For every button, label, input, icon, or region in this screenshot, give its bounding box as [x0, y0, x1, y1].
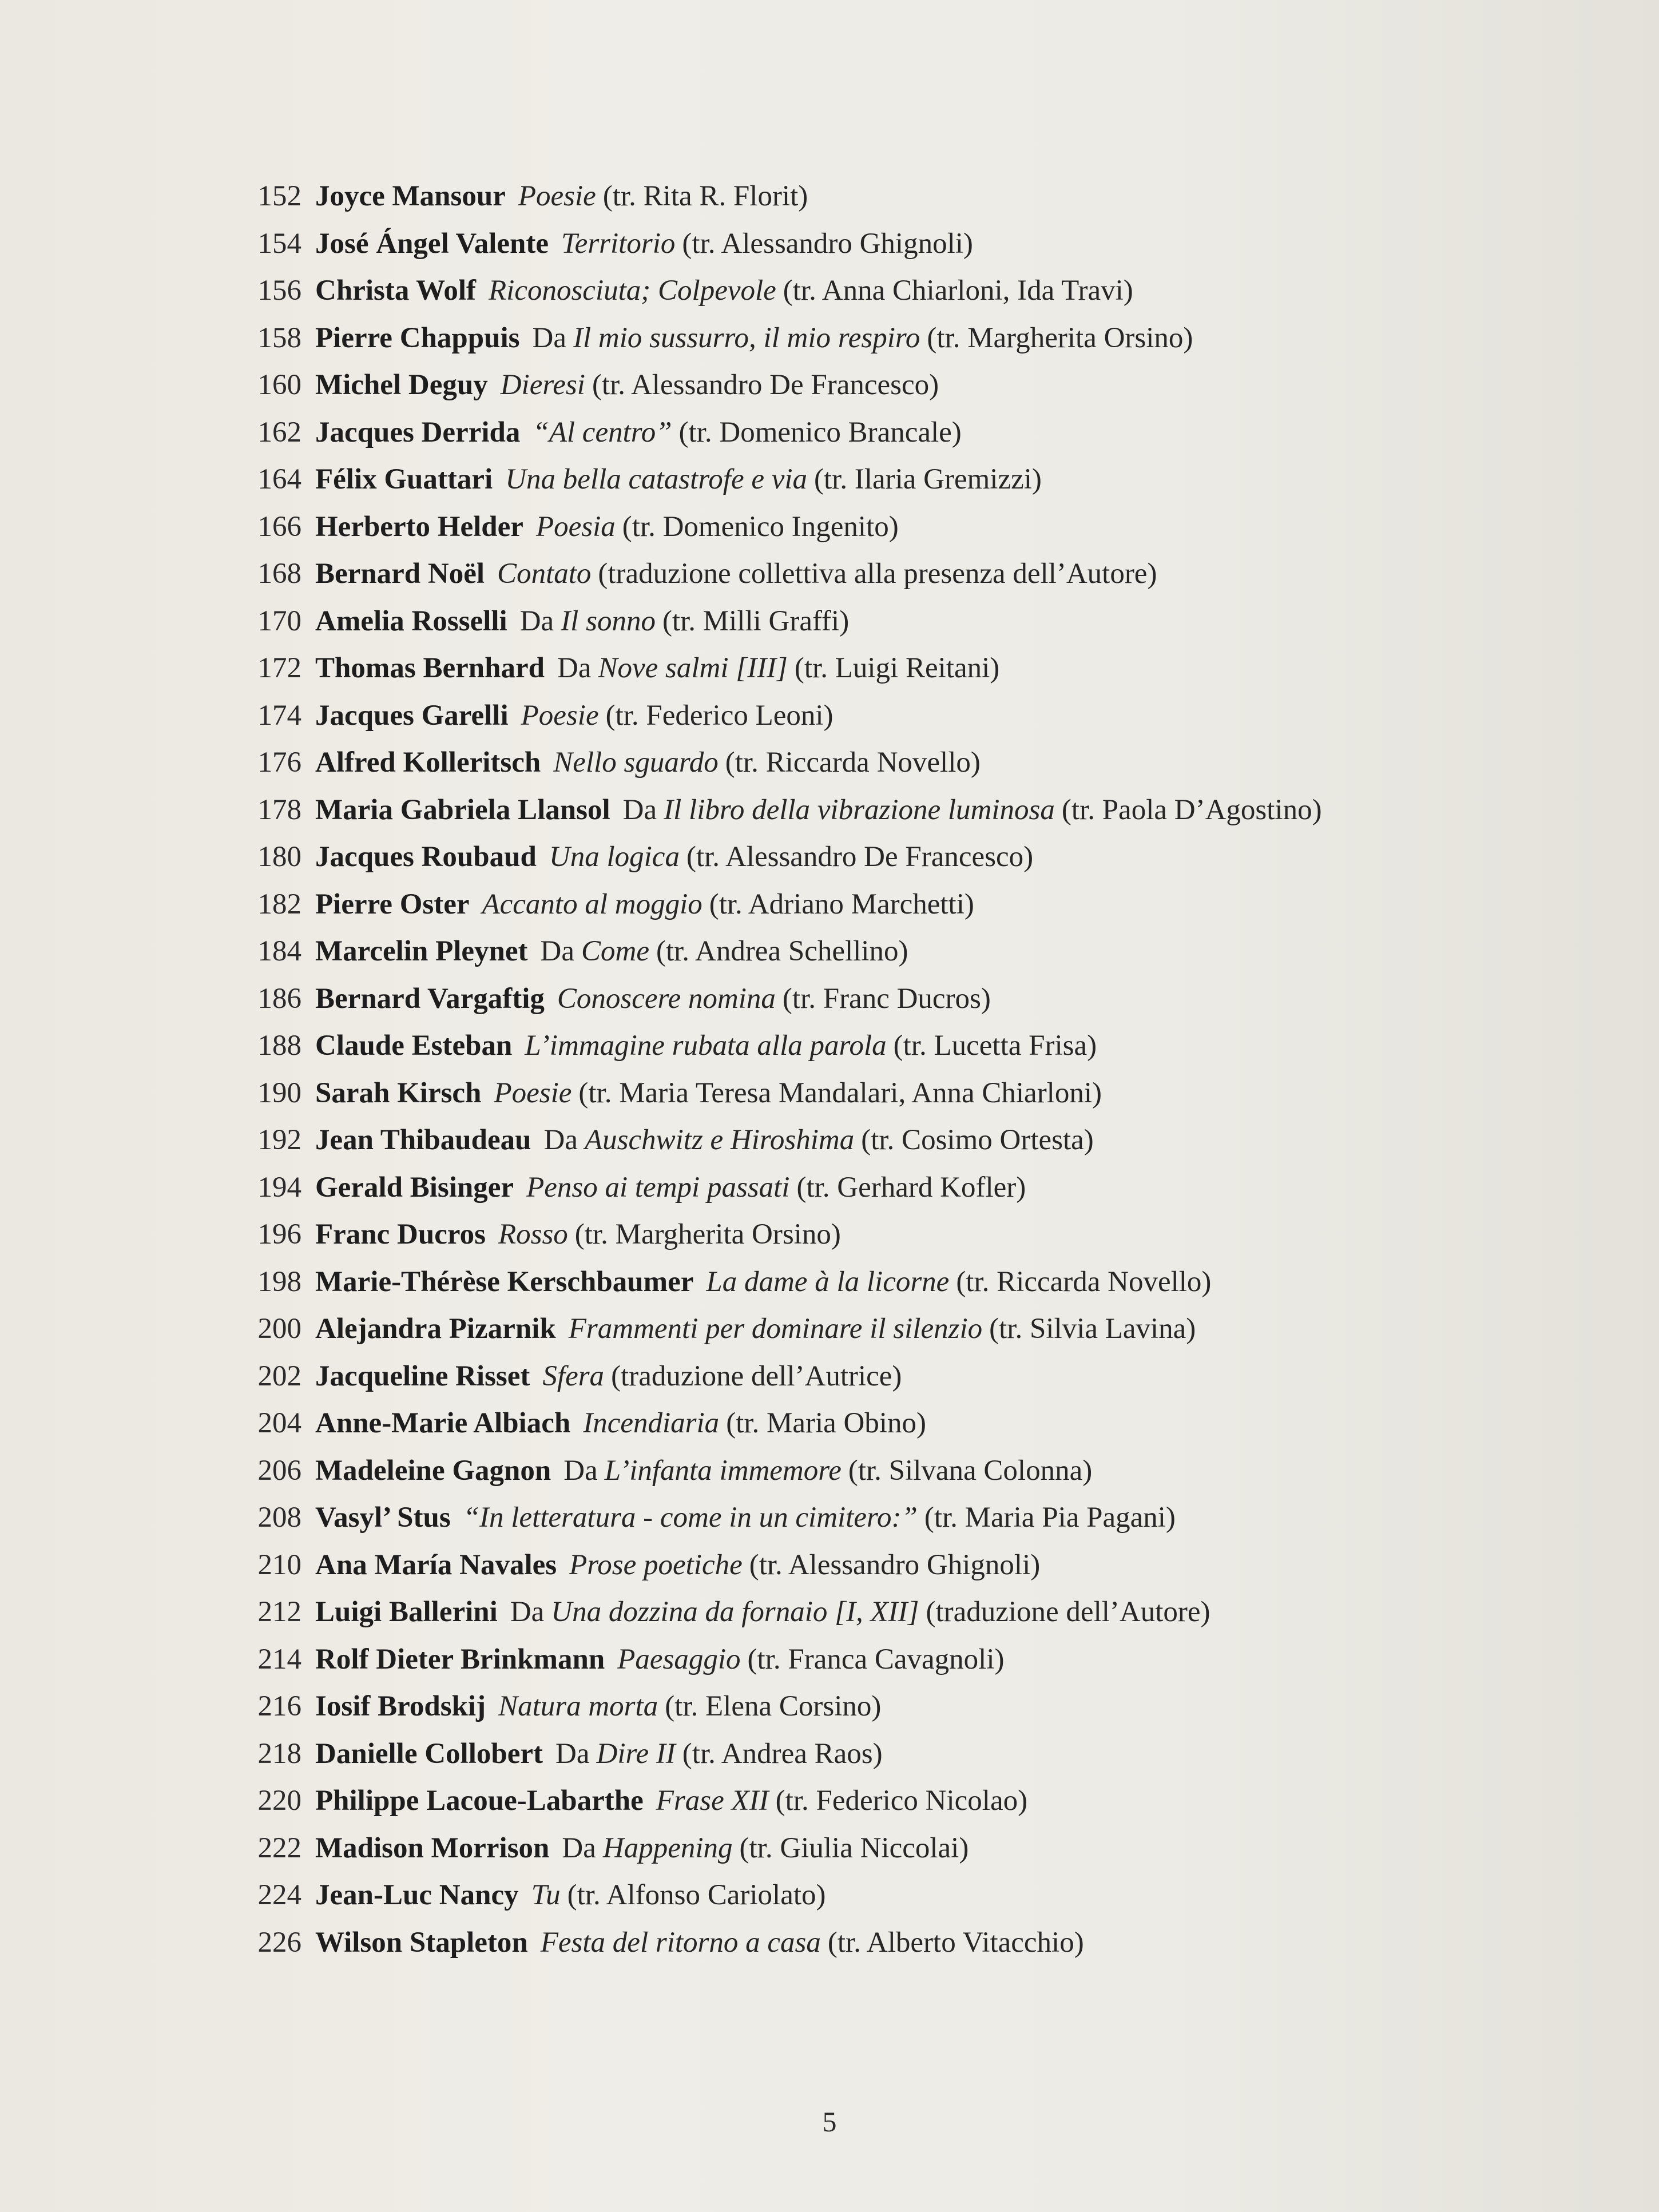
- toc-entry: [226, 1494, 1542, 1542]
- toc-entry-details: [526, 1164, 1026, 1212]
- toc-entry-page-number: 206: [257, 1454, 301, 1487]
- toc-entry-title: L’infanta immemore: [604, 1454, 842, 1487]
- toc-entry-page-number: 180: [257, 841, 301, 873]
- toc-entry-page-number: 156: [257, 275, 301, 307]
- toc-entry-details: [583, 1400, 926, 1447]
- toc-entry-title: Una bella catastrofe e via: [505, 463, 808, 495]
- toc-entry-translator: (tr. Alessandro Ghignoli): [749, 1548, 1041, 1581]
- toc-entry-page-number: 174: [257, 699, 301, 732]
- toc-entry-page-number: 188: [257, 1030, 301, 1062]
- toc-entry-title: Territorio: [561, 227, 676, 260]
- toc-entry-page-number: 202: [257, 1360, 301, 1392]
- toc-entry-author: Wilson Stapleton: [315, 1926, 528, 1959]
- toc-entry-details: [623, 787, 1322, 834]
- toc-entry-translator: (tr. Margherita Orsino): [574, 1218, 841, 1250]
- page-number: 5: [822, 2106, 837, 2138]
- toc-entry-page-number: 166: [257, 510, 301, 543]
- toc-entry-translator: (tr. Maria Obino): [726, 1407, 927, 1439]
- toc-entry: [226, 1400, 1542, 1447]
- toc-entry-author: Sarah Kirsch: [315, 1077, 482, 1109]
- toc-entry-page-number: 194: [257, 1171, 301, 1204]
- toc-entry-page-number: 162: [257, 416, 301, 448]
- toc-entry-translator: (tr. Margherita Orsino): [927, 321, 1193, 354]
- toc-entry: [226, 1919, 1542, 1967]
- toc-entry-translator: (tr. Anna Chiarloni, Ida Travi): [783, 275, 1133, 307]
- toc-entry: [226, 1872, 1542, 1919]
- toc-entry: [226, 267, 1542, 315]
- toc-entry-translator: (traduzione dell’Autrice): [611, 1360, 902, 1392]
- toc-entry-page-number: 200: [257, 1313, 301, 1345]
- toc-entry: [226, 220, 1542, 268]
- toc-entry-title: Conoscere nomina: [557, 982, 776, 1015]
- toc-entry: [226, 1777, 1542, 1825]
- toc-entry-author: Christa Wolf: [315, 275, 476, 307]
- toc-entry-author: Luigi Ballerini: [315, 1596, 498, 1628]
- toc-entry-page-number: 186: [257, 982, 301, 1015]
- toc-entry-details: [555, 1730, 883, 1778]
- toc-entry-prefix: Da: [562, 1832, 596, 1864]
- toc-entry-author: Rolf Dieter Brinkmann: [315, 1643, 605, 1675]
- toc-entry-page-number: 210: [257, 1548, 301, 1581]
- toc-entry-details: [553, 739, 981, 787]
- toc-entry-details: [505, 456, 1042, 503]
- toc-entry-translator: (tr. Maria Pia Pagani): [924, 1502, 1176, 1534]
- toc-entry: [226, 1636, 1542, 1683]
- toc-entry: [226, 1211, 1542, 1258]
- toc-entry: [226, 550, 1542, 598]
- toc-entry-author: Joyce Mansour: [315, 180, 506, 212]
- toc-entry: [226, 787, 1542, 834]
- toc-entry-translator: (tr. Luigi Reitani): [794, 652, 1000, 684]
- toc-entry-title: Una logica: [549, 841, 680, 873]
- toc-entry-translator: (tr. Lucetta Frisa): [893, 1030, 1097, 1062]
- toc-entry-details: [706, 1258, 1211, 1306]
- toc-entry-title: Una dozzina da fornaio [I, XII]: [551, 1596, 919, 1628]
- toc-entry-prefix: Da: [543, 1124, 578, 1156]
- toc-entry-page-number: 222: [257, 1832, 301, 1864]
- toc-entry-author: Amelia Rosselli: [315, 605, 507, 637]
- toc-entry-page-number: 208: [257, 1502, 301, 1534]
- toc-entry-translator: (tr. Domenico Ingenito): [622, 510, 899, 543]
- toc-entry-title: Poesie: [521, 699, 599, 732]
- toc-entry-prefix: Da: [519, 605, 554, 637]
- toc-entry-details: [656, 1777, 1027, 1825]
- toc-entry-details: [531, 1872, 826, 1919]
- toc-entry-details: [520, 598, 849, 645]
- toc-entry-author: Thomas Bernhard: [315, 652, 545, 684]
- toc-entry: [226, 1447, 1542, 1495]
- toc-entry-author: Franc Ducros: [315, 1218, 486, 1250]
- toc-entry-translator: (tr. Ilaria Gremizzi): [814, 463, 1042, 495]
- toc-entry-details: [536, 503, 899, 551]
- toc-entry: [226, 503, 1542, 551]
- toc-entry-page-number: 190: [257, 1077, 301, 1109]
- toc-entry-title: Come: [581, 935, 649, 967]
- toc-entry-details: [569, 1305, 1196, 1353]
- toc-entry-translator: (tr. Alessandro De Francesco): [686, 841, 1034, 873]
- toc-entry-author: Philippe Lacoue-Labarthe: [315, 1785, 644, 1817]
- toc-entry: [226, 881, 1542, 928]
- toc-entry-translator: (tr. Alberto Vitacchio): [827, 1926, 1084, 1959]
- toc-entry: [226, 1022, 1542, 1070]
- toc-entry-author: Marcelin Pleynet: [315, 935, 528, 967]
- toc-entry-details: [498, 1211, 841, 1258]
- toc-entry: [226, 739, 1542, 787]
- toc-entry-page-number: 184: [257, 935, 301, 967]
- toc-entry-translator: (tr. Gerhard Kofler): [796, 1171, 1026, 1204]
- toc-entry: [226, 1683, 1542, 1730]
- toc-entry: [226, 1258, 1542, 1306]
- toc-entry-translator: (tr. Alessandro Ghignoli): [682, 227, 973, 260]
- toc-entry-translator: (traduzione dell’Autore): [926, 1596, 1210, 1628]
- toc-entry: [226, 1825, 1542, 1872]
- toc-entry-title: Dire II: [596, 1737, 676, 1770]
- toc-entry: [226, 1164, 1542, 1212]
- toc-entry-details: [563, 1447, 1092, 1495]
- toc-entry-title: Auschwitz e Hiroshima: [584, 1124, 855, 1156]
- toc-entry-translator: (tr. Milli Graffi): [662, 605, 850, 637]
- toc-entry-title: Il libro della vibrazione luminosa: [664, 793, 1055, 826]
- toc-entry-details: [533, 315, 1193, 362]
- toc-entry-details: [541, 928, 908, 975]
- toc-entry-title: Incendiaria: [583, 1407, 720, 1439]
- toc-entry: [226, 362, 1542, 409]
- toc-entry-author: Félix Guattari: [315, 463, 493, 495]
- toc-entry-details: [561, 220, 973, 268]
- toc-entry-author: Alfred Kolleritsch: [315, 746, 541, 779]
- toc-entry-prefix: Da: [532, 321, 566, 354]
- toc-entry-title: Nello sguardo: [553, 746, 719, 779]
- toc-entry-details: [549, 833, 1033, 881]
- toc-entry-author: Jacqueline Risset: [315, 1360, 530, 1392]
- toc-entry-page-number: 168: [257, 558, 301, 590]
- toc-entry-prefix: Da: [510, 1596, 545, 1628]
- toc-entry-author: Pierre Oster: [315, 888, 470, 920]
- toc-entry-author: Jean-Luc Nancy: [315, 1879, 519, 1911]
- toc-entry-details: [541, 1919, 1084, 1967]
- toc-entry-title: Riconosciuta; Colpevole: [489, 275, 776, 307]
- toc-entry-page-number: 216: [257, 1690, 301, 1722]
- toc-entry-details: [557, 975, 991, 1023]
- toc-entry: [226, 598, 1542, 645]
- toc-entry-title: Poesie: [518, 180, 596, 212]
- toc-entry-translator: (tr. Silvana Colonna): [848, 1454, 1093, 1487]
- toc-entry-title: Il sonno: [561, 605, 656, 637]
- toc-entry-title: Tu: [531, 1879, 561, 1911]
- toc-entry-author: Claude Esteban: [315, 1030, 513, 1062]
- toc-entry-prefix: Da: [540, 935, 574, 967]
- toc-entry-author: Gerald Bisinger: [315, 1171, 514, 1204]
- toc-entry-page-number: 218: [257, 1737, 301, 1770]
- toc-entry-page-number: 158: [257, 321, 301, 354]
- toc-entry-author: Danielle Collobert: [315, 1737, 543, 1770]
- toc-entry: [226, 315, 1542, 362]
- toc-entry-translator: (tr. Franc Ducros): [782, 982, 991, 1015]
- toc-entry-author: Madison Morrison: [315, 1832, 550, 1864]
- toc-entry-author: Ana María Navales: [315, 1548, 557, 1581]
- toc-entry-details: [482, 881, 974, 928]
- toc-entry: [226, 1353, 1542, 1400]
- toc-entry-page-number: 204: [257, 1407, 301, 1439]
- toc-entry-author: José Ángel Valente: [315, 227, 549, 260]
- toc-entry: [226, 1730, 1542, 1778]
- toc-entry-details: [501, 362, 939, 409]
- toc-entry-author: Marie-Thérèse Kerschbaumer: [315, 1265, 694, 1298]
- toc-entry-page-number: 170: [257, 605, 301, 637]
- toc-entry-title: “In letteratura - come in un cimitero:”: [463, 1502, 918, 1534]
- toc-entry-details: [497, 550, 1157, 598]
- toc-entry: [226, 975, 1542, 1023]
- toc-entry-title: Natura morta: [498, 1690, 658, 1722]
- toc-entry-page-number: 160: [257, 369, 301, 401]
- toc-entry-author: Michel Deguy: [315, 369, 488, 401]
- toc-entry-details: [489, 267, 1133, 315]
- toc-entry-author: Herberto Helder: [315, 510, 523, 543]
- toc-entry-translator: (tr. Alfonso Cariolato): [567, 1879, 826, 1911]
- toc-entry-title: Festa del ritorno a casa: [540, 1926, 821, 1959]
- toc-entry-translator: (tr. Riccarda Novello): [725, 746, 981, 779]
- toc-entry: [226, 1542, 1542, 1589]
- toc-entry-prefix: Da: [555, 1737, 590, 1770]
- toc-entry-translator: (tr. Paola D’Agostino): [1061, 793, 1322, 826]
- toc-entry-translator: (tr. Maria Teresa Mandalari, Anna Chiarloni): [578, 1077, 1102, 1109]
- toc-entry-details: [543, 1117, 1093, 1164]
- toc-entry-author: Pierre Chappuis: [315, 321, 520, 354]
- toc-entry-prefix: Da: [622, 793, 657, 826]
- toc-entry-prefix: Da: [557, 652, 592, 684]
- toc-entry-details: [557, 645, 999, 692]
- toc-entry-translator: (tr. Federico Leoni): [605, 699, 834, 732]
- toc-entry-title: “Al centro”: [533, 416, 672, 448]
- toc-entry-translator: (tr. Alessandro De Francesco): [592, 369, 939, 401]
- toc-entry-author: Jacques Derrida: [315, 416, 521, 448]
- toc-entry-translator: (tr. Andrea Schellino): [656, 935, 908, 967]
- toc-entry-author: Anne-Marie Albiach: [315, 1407, 571, 1439]
- toc-entry-translator: (traduzione collettiva alla presenza dell’Autore): [598, 558, 1157, 590]
- toc-entry: [226, 173, 1542, 220]
- toc-entry-title: Paesaggio: [617, 1643, 741, 1675]
- toc-entry-translator: (tr. Andrea Raos): [682, 1737, 883, 1770]
- toc-entry-prefix: Da: [563, 1454, 598, 1487]
- toc-entry: [226, 1305, 1542, 1353]
- toc-entry-page-number: 224: [257, 1879, 301, 1911]
- toc-entry: [226, 928, 1542, 975]
- table-of-contents: [226, 173, 1542, 1966]
- toc-entry-title: Accanto al moggio: [482, 888, 703, 920]
- toc-entry-author: Jacques Roubaud: [315, 841, 537, 873]
- toc-entry-title: Happening: [602, 1832, 733, 1864]
- toc-entry-translator: (tr. Adriano Marchetti): [709, 888, 974, 920]
- toc-entry-page-number: 176: [257, 746, 301, 779]
- toc-entry-page-number: 192: [257, 1124, 301, 1156]
- toc-entry-title: Il mio sussurro, il mio respiro: [573, 321, 920, 354]
- toc-entry-author: Maria Gabriela Llansol: [315, 793, 610, 826]
- toc-entry-page-number: 154: [257, 227, 301, 260]
- toc-entry-details: [617, 1636, 1004, 1683]
- toc-entry-title: L’immagine rubata alla parola: [525, 1030, 887, 1062]
- toc-entry-details: [525, 1022, 1097, 1070]
- toc-entry: [226, 1588, 1542, 1636]
- toc-entry: [226, 833, 1542, 881]
- toc-entry-page-number: 214: [257, 1643, 301, 1675]
- toc-entry-page-number: 220: [257, 1785, 301, 1817]
- toc-entry-title: Frammenti per dominare il silenzio: [568, 1313, 983, 1345]
- toc-entry-translator: (tr. Federico Nicolao): [775, 1785, 1028, 1817]
- toc-entry-details: [562, 1825, 969, 1872]
- toc-entry: [226, 692, 1542, 740]
- toc-entry: [226, 409, 1542, 456]
- toc-entry: [226, 1070, 1542, 1117]
- toc-entry-page-number: 198: [257, 1265, 301, 1298]
- toc-entry-author: Alejandra Pizarnik: [315, 1313, 556, 1345]
- toc-entry-author: Jean Thibaudeau: [315, 1124, 531, 1156]
- toc-entry-author: Madeleine Gagnon: [315, 1454, 551, 1487]
- toc-entry-title: La dame à la licorne: [706, 1265, 950, 1298]
- toc-entry-title: Frase XII: [656, 1785, 769, 1817]
- toc-entry-page-number: 212: [257, 1596, 301, 1628]
- toc-entry: [226, 1117, 1542, 1164]
- toc-entry-author: Jacques Garelli: [315, 699, 509, 732]
- toc-entry-title: Poesie: [494, 1077, 572, 1109]
- toc-entry-details: [542, 1353, 902, 1400]
- toc-entry-title: Penso ai tempi passati: [526, 1171, 790, 1204]
- toc-entry-author: Bernard Vargaftig: [315, 982, 545, 1015]
- toc-entry-page-number: 226: [257, 1926, 301, 1959]
- toc-entry-title: Poesia: [535, 510, 616, 543]
- toc-entry-page-number: 196: [257, 1218, 301, 1250]
- toc-entry-translator: (tr. Riccarda Novello): [956, 1265, 1212, 1298]
- toc-entry-translator: (tr. Cosimo Ortesta): [861, 1124, 1094, 1156]
- toc-entry-details: [518, 173, 808, 220]
- toc-entry-page-number: 182: [257, 888, 301, 920]
- toc-entry-details: [569, 1542, 1040, 1589]
- toc-entry-page-number: 178: [257, 793, 301, 826]
- toc-entry-page-number: 152: [257, 180, 301, 212]
- toc-entry: [226, 456, 1542, 503]
- toc-entry-title: Rosso: [498, 1218, 568, 1250]
- toc-entry: [226, 645, 1542, 692]
- toc-entry-details: [494, 1070, 1102, 1117]
- toc-entry-translator: (tr. Rita R. Florit): [602, 180, 808, 212]
- toc-entry-details: [533, 409, 961, 456]
- toc-entry-translator: (tr. Domenico Brancale): [678, 416, 962, 448]
- toc-entry-details: [521, 692, 834, 740]
- toc-entry-translator: (tr. Elena Corsino): [665, 1690, 882, 1722]
- toc-entry-title: Nove salmi [III]: [598, 652, 788, 684]
- toc-entry-details: [510, 1588, 1210, 1636]
- toc-entry-title: Prose poetiche: [569, 1548, 743, 1581]
- toc-entry-title: Sfera: [542, 1360, 605, 1392]
- toc-entry-title: Dieresi: [500, 369, 585, 401]
- toc-entry-translator: (tr. Giulia Niccolai): [739, 1832, 969, 1864]
- toc-entry-page-number: 164: [257, 463, 301, 495]
- toc-entry-author: Iosif Brodskij: [315, 1690, 486, 1722]
- toc-entry-title: Contato: [497, 558, 592, 590]
- toc-entry-page-number: 172: [257, 652, 301, 684]
- toc-entry-author: Bernard Noël: [315, 558, 485, 590]
- toc-entry-translator: (tr. Franca Cavagnoli): [747, 1643, 1005, 1675]
- toc-entry-details: [463, 1494, 1176, 1542]
- toc-entry-details: [498, 1683, 881, 1730]
- toc-entry-translator: (tr. Silvia Lavina): [989, 1313, 1196, 1345]
- toc-entry-author: Vasyl’ Stus: [315, 1502, 451, 1534]
